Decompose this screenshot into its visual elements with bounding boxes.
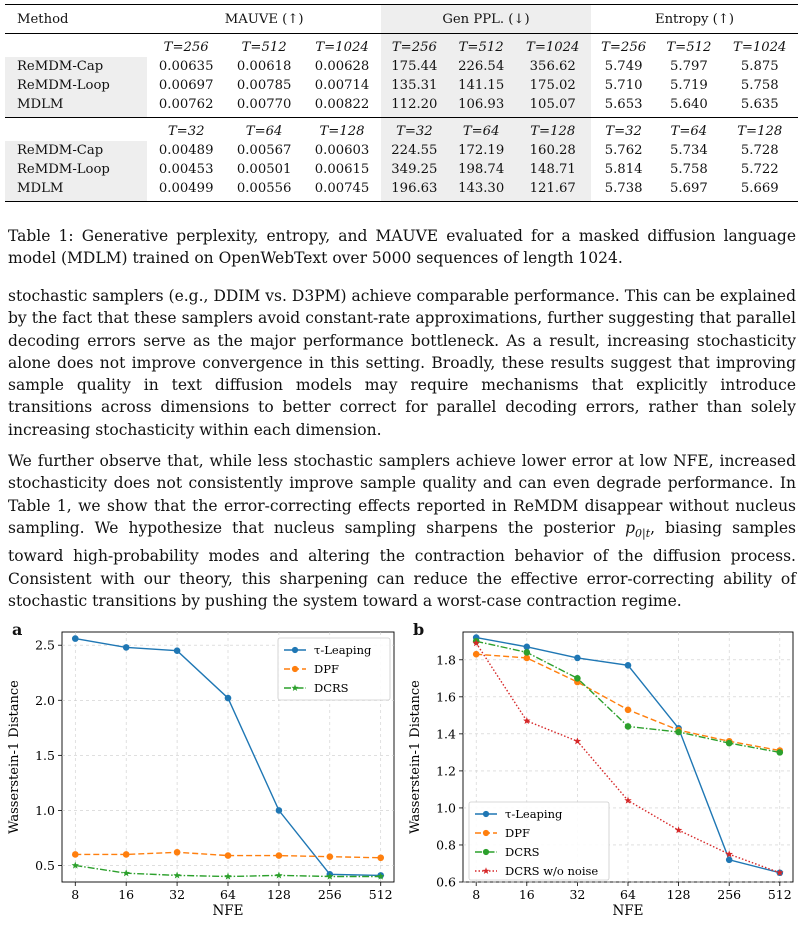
y-tick-label: 1.0 — [35, 802, 55, 818]
value-cell: 143.30 — [448, 179, 515, 202]
data-point — [483, 830, 489, 836]
value-cell: 224.55 — [381, 141, 448, 160]
value-cell: 5.728 — [740, 143, 779, 158]
value-cell: 0.00618 — [236, 59, 292, 74]
data-point — [726, 856, 733, 863]
data-point — [123, 851, 130, 858]
posterior-math: $p_{0|t}$ — [625, 518, 651, 540]
data-point — [72, 635, 79, 642]
y-tick-label: 1.6 — [436, 689, 456, 705]
value-cell: 160.28 — [515, 141, 591, 160]
t-label-empty — [5, 34, 147, 58]
value-cell: 5.710 — [604, 78, 643, 93]
value-cell: 0.00603 — [314, 143, 370, 158]
table-row — [5, 57, 798, 76]
value-cell: 121.67 — [515, 179, 591, 202]
value-cell: 172.19 — [448, 141, 515, 160]
y-tick-label: 0.6 — [436, 874, 456, 890]
y-tick-label: 0.8 — [436, 837, 456, 853]
value-cell: 5.762 — [604, 143, 643, 158]
body-paragraph-2 — [8, 450, 796, 612]
x-tick-label: 8 — [472, 887, 481, 902]
data-point — [276, 807, 283, 814]
data-point — [276, 852, 283, 859]
panel-label-a: a — [12, 620, 23, 639]
value-cell: 356.62 — [515, 57, 591, 76]
value-cell: 349.25 — [381, 160, 448, 179]
x-tick-label: 32 — [569, 887, 586, 902]
x-axis-label: NFE — [612, 903, 644, 919]
value-cell: 0.00822 — [303, 95, 381, 118]
value-cell: 0.00745 — [303, 179, 381, 202]
value-cell: 5.814 — [604, 162, 643, 177]
value-cell: 5.722 — [740, 162, 779, 177]
x-tick-label: 512 — [767, 887, 792, 902]
t-label: T=256 — [591, 34, 656, 58]
value-cell: 0.00489 — [158, 143, 214, 158]
y-axis-label: Wasserstein-1 Distance — [7, 680, 22, 834]
data-point — [377, 854, 384, 861]
value-cell: 5.697 — [656, 179, 721, 202]
figure-panel-a — [0, 612, 400, 936]
data-point — [574, 655, 581, 662]
x-axis-label: NFE — [212, 903, 244, 919]
table-row — [5, 95, 798, 118]
value-cell: 0.00628 — [314, 59, 370, 74]
x-tick-label: 64 — [220, 887, 236, 902]
value-cell: 175.44 — [381, 57, 448, 76]
method-cell: MDLM — [5, 95, 147, 118]
value-cell: 226.54 — [448, 57, 515, 76]
x-tick-label: 256 — [717, 887, 742, 902]
value-cell: 0.00770 — [225, 95, 303, 118]
paragraph-2-text-b: , biasing samples toward high-probability modes and altering the contraction behavior of the diffusion process. Consistent with our theory, this sharpening can reduce the effective error-correcting ability of stochastic transitions by pushing the system toward a worst-case contraction regime. — [8, 518, 797, 610]
data-point — [327, 853, 334, 860]
t-label: T=64 — [448, 118, 515, 142]
t-label: T=512 — [448, 34, 515, 58]
chart-b — [405, 612, 805, 932]
method-cell: MDLM — [5, 179, 147, 202]
header-entropy: Entropy (↑) — [591, 5, 798, 34]
value-cell: 196.63 — [381, 179, 448, 202]
t-label: T=256 — [147, 34, 225, 58]
chart-a — [0, 612, 400, 932]
x-tick-label: 16 — [518, 887, 535, 902]
table-caption: Table 1: Generative perplexity, entropy, and MAUVE evaluated for a masked diffusion language model (MDLM) trained on OpenWebText over 5000 sequences of length 1024. — [8, 227, 796, 267]
value-cell: 0.00714 — [314, 78, 370, 93]
value-cell: 5.758 — [669, 162, 708, 177]
body-paragraph-1: stochastic samplers (e.g., DDIM vs. D3PM) achieve comparable performance. This can be explained by the fact that these samplers avoid constant-rate approximations, further suggesting that parallel decoding errors serve as the major performance bottleneck. As a result, increasing stochasticity alone does not improve convergence in this setting. Broadly, these results suggest that improving sample quality in text diffusion models may require mechanisms that explicitly introduce transitions across dimensions to better correct for parallel decoding errors, rather than solely increasing stochasticity within each dimension. — [8, 287, 796, 439]
x-tick-label: 8 — [71, 887, 80, 902]
value-cell: 106.93 — [448, 95, 515, 118]
value-cell: 5.635 — [722, 95, 799, 118]
t-label: T=32 — [381, 118, 448, 142]
value-cell: 0.00556 — [225, 179, 303, 202]
x-tick-label: 16 — [118, 887, 135, 902]
value-cell: 5.653 — [591, 95, 656, 118]
y-tick-label: 2.0 — [35, 692, 55, 708]
value-cell: 198.74 — [448, 160, 515, 179]
value-cell: 0.00635 — [158, 59, 214, 74]
data-point — [225, 852, 232, 859]
t-label: T=128 — [515, 118, 591, 142]
x-tick-label: 32 — [169, 887, 186, 902]
y-tick-label: 1.2 — [436, 763, 456, 779]
x-tick-label: 512 — [368, 887, 393, 902]
data-point — [173, 871, 180, 878]
t-label-empty — [5, 118, 147, 142]
y-tick-label: 0.5 — [35, 857, 55, 873]
figure-panel-b — [405, 612, 805, 936]
results-table — [5, 4, 798, 202]
data-point — [174, 647, 181, 654]
value-cell: 5.734 — [669, 143, 708, 158]
legend-label: τ-Leaping — [505, 807, 563, 821]
legend-label: DCRS — [505, 845, 540, 859]
t-label: T=32 — [591, 118, 656, 142]
table-row — [5, 76, 798, 95]
legend-label: DPF — [505, 826, 530, 840]
t-label: T=1024 — [515, 34, 591, 58]
y-tick-label: 1.5 — [35, 747, 55, 763]
legend-label: τ-Leaping — [314, 643, 372, 657]
data-point — [625, 662, 632, 669]
value-cell: 5.719 — [669, 78, 708, 93]
value-cell: 5.875 — [740, 59, 779, 74]
y-tick-label: 1.8 — [436, 652, 456, 668]
data-point — [524, 649, 531, 656]
data-point — [625, 723, 632, 730]
value-cell: 0.00567 — [236, 143, 292, 158]
t-label: T=64 — [225, 118, 303, 142]
value-cell: 0.00499 — [147, 179, 225, 202]
x-tick-label: 256 — [317, 887, 342, 902]
table-row — [5, 160, 798, 179]
method-cell: ReMDM-Loop — [5, 160, 147, 179]
t-label: T=512 — [656, 34, 721, 58]
y-axis-label: Wasserstein-1 Distance — [408, 680, 423, 834]
x-tick-label: 128 — [266, 887, 291, 902]
data-point — [726, 740, 733, 747]
method-cell: ReMDM-Cap — [5, 141, 147, 160]
value-cell: 0.00453 — [158, 162, 214, 177]
t-label: T=512 — [225, 34, 303, 58]
value-cell: 5.640 — [656, 95, 721, 118]
posterior-subscript: 0|t — [635, 526, 651, 540]
value-cell: 0.00697 — [158, 78, 214, 93]
value-cell: 0.00615 — [314, 162, 370, 177]
value-cell: 0.00501 — [236, 162, 292, 177]
t-label: T=1024 — [722, 34, 799, 58]
t-label: T=32 — [147, 118, 225, 142]
x-tick-label: 128 — [666, 887, 691, 902]
value-cell: 135.31 — [381, 76, 448, 95]
t-label: T=128 — [303, 118, 381, 142]
value-cell: 175.02 — [515, 76, 591, 95]
legend-label: DCRS w/o noise — [505, 864, 599, 878]
data-point — [625, 706, 632, 713]
value-cell: 5.758 — [740, 78, 779, 93]
t-label: T=64 — [656, 118, 721, 142]
value-cell: 5.797 — [669, 59, 708, 74]
value-cell: 5.738 — [591, 179, 656, 202]
legend-label: DCRS — [314, 681, 349, 695]
data-point — [473, 651, 480, 658]
value-cell: 112.20 — [381, 95, 448, 118]
paragraph-2-text-a: We further observe that, while less stochastic samplers achieve lower error at low NFE, increased stochasticity does not consistently improve sample quality and can even degrade performance. In Table 1, we show that the error-correcting effects reported in ReMDM disappear without nucleus sampling. We hypothesize that nucleus sampling sharpens the posterior — [8, 452, 796, 537]
data-point — [225, 695, 232, 702]
t-label-row — [5, 34, 798, 58]
table-row — [5, 179, 798, 202]
data-point — [675, 729, 682, 736]
data-point — [275, 871, 282, 878]
data-point — [174, 849, 181, 856]
header-mauve: MAUVE (↑) — [147, 5, 381, 34]
header-gen-ppl: Gen PPL. (↓) — [381, 5, 591, 34]
t-label: T=128 — [722, 118, 799, 142]
legend-label: DPF — [314, 662, 339, 676]
data-point — [292, 666, 298, 672]
value-cell: 141.15 — [448, 76, 515, 95]
value-cell: 5.749 — [604, 59, 643, 74]
data-point — [574, 675, 581, 682]
data-point — [72, 851, 79, 858]
x-tick-label: 64 — [620, 887, 636, 902]
y-tick-label: 2.5 — [35, 637, 55, 653]
table-row — [5, 141, 798, 160]
data-point — [777, 749, 784, 756]
panel-label-b: b — [413, 620, 425, 639]
t-label: T=1024 — [303, 34, 381, 58]
value-cell: 0.00785 — [236, 78, 292, 93]
value-cell: 105.07 — [515, 95, 591, 118]
method-cell: ReMDM-Loop — [5, 76, 147, 95]
method-cell: ReMDM-Cap — [5, 57, 147, 76]
y-tick-label: 1.4 — [436, 726, 456, 742]
t-label: T=256 — [381, 34, 448, 58]
data-point — [122, 869, 129, 876]
value-cell: 5.669 — [722, 179, 799, 202]
value-cell: 148.71 — [515, 160, 591, 179]
value-cell: 0.00762 — [147, 95, 225, 118]
header-method: Method — [5, 5, 147, 34]
data-point — [483, 811, 489, 817]
data-point — [292, 647, 298, 653]
t-label-row — [5, 118, 798, 142]
data-point — [483, 849, 489, 855]
y-tick-label: 1.0 — [436, 800, 456, 816]
data-point — [123, 644, 130, 651]
